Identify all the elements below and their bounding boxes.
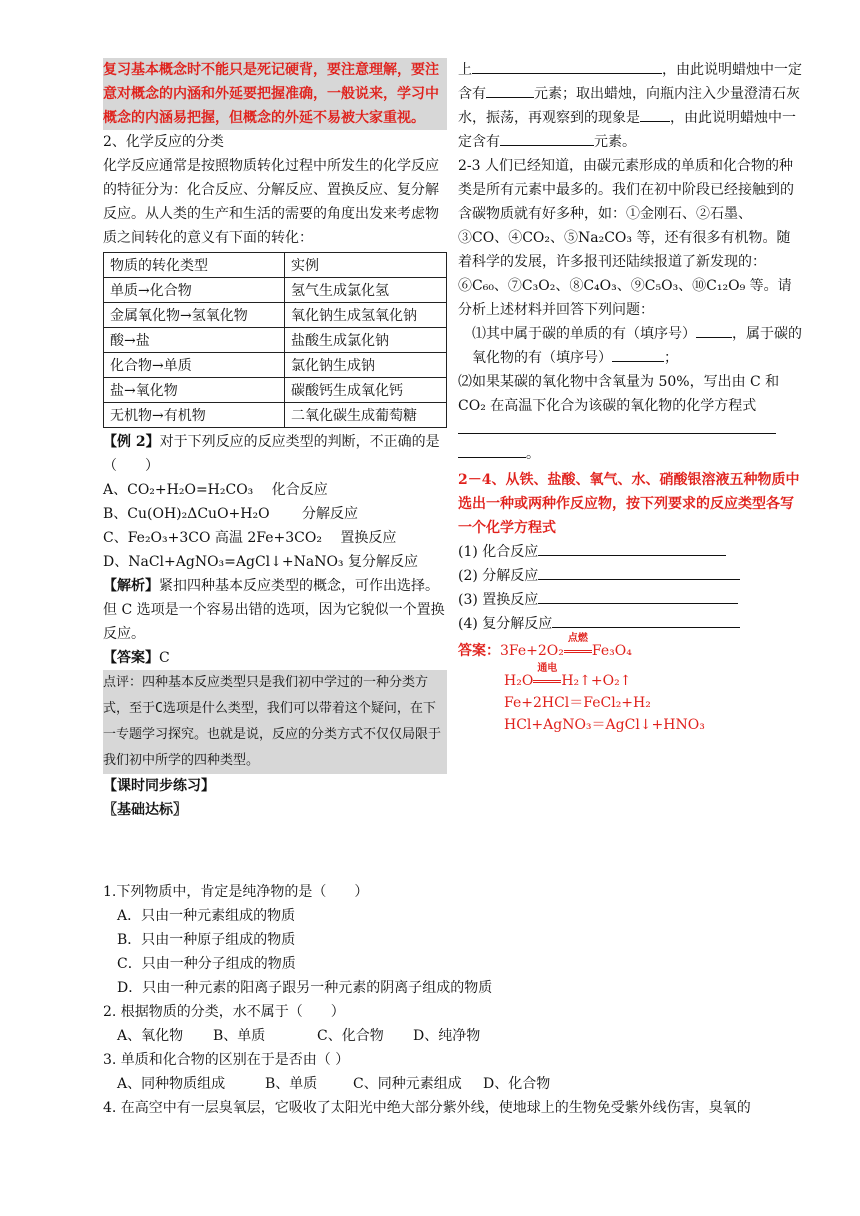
answer-blank[interactable] — [696, 323, 732, 338]
table-cell: 酸→盐 — [104, 328, 285, 353]
right-column — [458, 58, 802, 736]
table-row — [104, 403, 447, 428]
equation-4: HCl+AgNO₃＝AgCl↓+HNO₃ — [504, 717, 705, 733]
table-row — [104, 353, 447, 378]
question-1: 1.下列物质中，肯定是纯净物的是（ ） — [103, 884, 369, 900]
basic-title: 〖基础达标〗 — [103, 802, 187, 818]
example-2-question: 对于下列反应的反应类型的判断，不正确的是（ ） — [103, 434, 440, 474]
answer-blank[interactable] — [538, 565, 740, 580]
table-cell: 金属氧化物→氢氧化物 — [104, 303, 285, 328]
equation-1: 答案：3Fe+2O₂ 点燃 Fe₃O₄ — [458, 640, 802, 662]
answer-blank[interactable] — [552, 613, 740, 628]
answer-blank[interactable] — [458, 419, 776, 434]
answer-blank[interactable] — [538, 589, 738, 604]
equation-2: H₂O 通电 H₂↑+O₂↑ — [458, 670, 802, 692]
section-2-text: 化学反应通常是按照物质转化过程中所发生的化学反应的特征分为：化合反应、分解反应、置换反应、复分解反应。从人类的生产和生活的需要的角度出发来考虑物质之间转化的意义有下面的转化： — [103, 158, 439, 246]
conversion-table — [103, 252, 447, 428]
table-cell: 化合物→单质 — [104, 353, 285, 378]
answer — [103, 646, 447, 670]
table-cell: 盐→氧化物 — [104, 378, 285, 403]
answer-label: 答案： — [458, 643, 500, 659]
answer-equations — [458, 633, 802, 736]
answer-blank[interactable] — [640, 107, 670, 122]
analysis-head: 【解析】 — [103, 578, 159, 594]
question-1-option: A．只由一种元素组成的物质 — [117, 908, 296, 924]
table-row — [104, 378, 447, 403]
question-1-option: B．只由一种原子组成的物质 — [117, 932, 296, 948]
table-row — [104, 328, 447, 353]
question-1-option: D．只由一种元素的阳离子跟另一种元素的阴离子组成的物质 — [117, 980, 493, 996]
equation-3: Fe+2HCl＝FeCl₂+H₂ — [504, 695, 651, 711]
reaction-condition: 点燃 — [564, 640, 592, 662]
intro-note: 复习基本概念时不能只是死记硬背，要注意理解，要注意对概念的内涵和外延要把握准确，一般说来，学习中概念的内涵易把握，但概念的外延不易被大家重视。 — [103, 58, 447, 130]
option-c: C、Fe₂O₃+3CO 高温 2Fe+3CO₂ 置换反应 — [103, 530, 397, 546]
table-cell: 氧化钠生成氢氧化钠 — [285, 303, 447, 328]
answer-blank[interactable] — [538, 541, 726, 556]
analysis-text: 紧扣四种基本反应类型的概念，可作出选择。但 C 选项是一个容易出错的选项，因为它貌似一个置换反应。 — [103, 578, 445, 642]
section-2-title: 2、化学反应的分类 — [103, 134, 224, 150]
reaction-item: (4) 复分解反应 — [458, 612, 802, 636]
basic-questions — [103, 880, 803, 1120]
option-d: D、NaCl+AgNO₃=AgCl↓+NaNO₃ 复分解反应 — [103, 554, 418, 570]
reaction-item: (1) 化合反应 — [458, 540, 802, 564]
table-header-cell: 物质的转化类型 — [104, 253, 285, 278]
table-cell: 盐酸生成氯化钠 — [285, 328, 447, 353]
comment-note: 点评：四种基本反应类型只是我们初中学过的一种分类方式，至于C选项是什么类型，我们可以带着这个疑问，在下一专题学习探究。也就是说，反应的分类方式不仅仅局限于我们初中所学的四种类型。 — [103, 670, 447, 774]
question-2-3: 2-3 人们已经知道，由碳元素形成的单质和化合物的种类是所有元素中最多的。我们在初中阶段已经接触到的含碳物质就有好多种，如：①金刚石、②石墨、③CO、④CO₂、⑤Na₂CO₃ 等，还有很多有机物。随着科学的发展，许多报刊还陆续报道了新发现的：⑥C₆₀、⑦C₃O₂、⑧C₄O₃、⑨C₅O₃、⑩C₁₂O₉ 等。请分析上述材料并回答下列问题： — [458, 158, 794, 318]
question-2-3-part-1: ⑴其中属于碳的单质的有（填序号） ，属于碳的氧化物的有（填序号） ； — [458, 322, 802, 370]
table-cell: 氢气生成氯化氢 — [285, 278, 447, 303]
answer-head: 【答案】 — [103, 650, 159, 666]
example-2 — [103, 430, 447, 478]
answer-blank[interactable] — [500, 131, 594, 146]
example-2-head: 【例 2】 — [103, 434, 160, 450]
answer-blank[interactable] — [486, 83, 534, 98]
question-2-3-part-2: ⑵如果某碳的氧化物中含氧量为 50%，写出由 C 和 CO₂ 在高温下化合为该碳的氧化物的化学方程式 。 — [458, 374, 780, 462]
table-row — [104, 303, 447, 328]
table-header-cell: 实例 — [285, 253, 447, 278]
question-1-option: C．只由一种分子组成的物质 — [117, 956, 296, 972]
question-2: 2. 根据物质的分类，水不属于（ ） — [103, 1004, 345, 1020]
table-header-row — [104, 253, 447, 278]
reaction-item: (3) 置换反应 — [458, 588, 802, 612]
table-cell: 单质→化合物 — [104, 278, 285, 303]
table-cell: 氯化钠生成钠 — [285, 353, 447, 378]
table-cell: 碳酸钙生成氧化钙 — [285, 378, 447, 403]
question-4: 4. 在高空中有一层臭氧层，它吸收了太阳光中绝大部分紫外线，使地球上的生物免受紫外线伤害，臭氧的 — [103, 1100, 751, 1116]
left-column — [103, 58, 447, 822]
table-cell: 无机物→有机物 — [104, 403, 285, 428]
table-row — [104, 278, 447, 303]
question-3-options: A、同种物质组成 B、单质 C、同种元素组成 D、化合物 — [117, 1076, 551, 1092]
reaction-condition: 通电 — [533, 670, 561, 692]
table-cell: 二氧化碳生成葡萄糖 — [285, 403, 447, 428]
question-3: 3. 单质和化合物的区别在于是否由（ ） — [103, 1052, 350, 1068]
question-2-options: A、氧化物 B、单质 C、化合物 D、纯净物 — [117, 1028, 481, 1044]
question-2-4: 2－4、从铁、盐酸、氧气、水、硝酸银溶液五种物质中选出一种或两种作反应物，按下列要求的反应类型各写一个化学方程式 — [458, 472, 800, 536]
answer-value: C — [159, 650, 170, 666]
practice-title: 【课时同步练习】 — [103, 778, 215, 794]
continued-question: 上 ，由此说明蜡烛中一定含有 元素；取出蜡烛，向瓶内注入少量澄清石灰水，振荡，再观察到的现象是 ，由此说明蜡烛中一定含有 元素。 — [458, 58, 802, 154]
option-a: A、CO₂+H₂O=H₂CO₃ 化合反应 — [103, 482, 328, 498]
option-b: B、Cu(OH)₂ΔCuO+H₂O 分解反应 — [103, 506, 359, 522]
answer-blank[interactable] — [458, 443, 526, 458]
analysis — [103, 574, 447, 646]
answer-blank[interactable] — [612, 347, 664, 362]
reaction-item: (2) 分解反应 — [458, 564, 802, 588]
answer-blank[interactable] — [472, 59, 662, 74]
